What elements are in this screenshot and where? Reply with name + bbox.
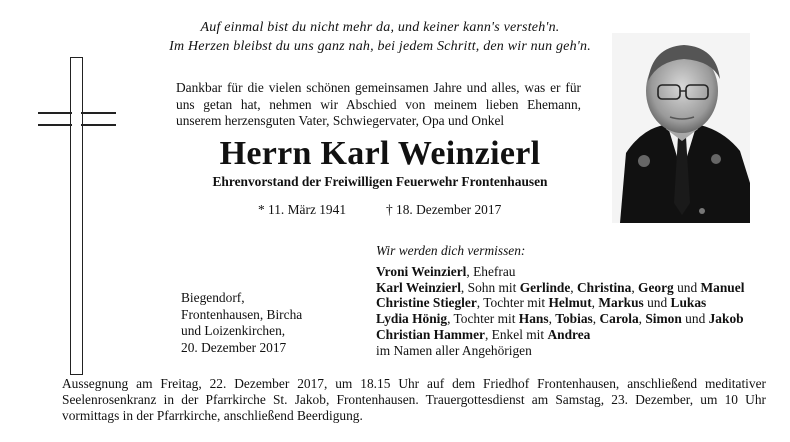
relative-name: Hans	[518, 311, 549, 327]
separator: ,	[631, 279, 639, 295]
relative-name: Georg	[638, 279, 674, 295]
relative-name: Jakob	[708, 311, 744, 327]
cross-icon	[70, 57, 83, 375]
poem-line-2: Im Herzen bleibst du uns ganz nah, bei jedem Schritt, den wir nun geh'n.	[169, 39, 591, 54]
relative-name: Christina	[577, 279, 632, 295]
relative-name: Helmut	[548, 295, 592, 311]
relative-name: Markus	[598, 295, 644, 311]
separator: und	[673, 279, 701, 295]
mourner-name: Vroni Weinzierl	[376, 264, 467, 279]
separator: ,	[591, 295, 599, 311]
miss-heading: Wir werden dich vermissen:	[376, 243, 526, 258]
place-line-4: 20. Dezember 2017	[181, 339, 287, 355]
place-line-2: Frontenhausen, Bircha	[181, 306, 303, 322]
birth-date: * 11. März 1941	[258, 202, 347, 217]
separator: und	[643, 295, 671, 311]
death-date: † 18. Dezember 2017	[386, 202, 502, 217]
mourner-row	[376, 327, 744, 343]
mourner-row	[376, 295, 744, 311]
mourner-relation: , Tochter mit	[447, 311, 519, 327]
mourner-row	[376, 280, 744, 296]
poem-line-1: Auf einmal bist du nicht mehr da, und keiner kann's versteh'n.	[200, 20, 560, 35]
place-line-3: und Loizenkirchen,	[181, 323, 286, 338]
relative-name: Lukas	[670, 295, 707, 311]
place-line-1: Biegendorf,	[181, 290, 245, 305]
mourner-relation: , Ehefrau	[466, 264, 516, 279]
place-date-block	[181, 290, 302, 356]
relative-name: Gerlinde	[519, 279, 571, 295]
separator: ,	[638, 311, 646, 327]
deceased-name: Herrn Karl Weinzierl	[219, 135, 541, 172]
mourner-row	[376, 343, 744, 359]
mourner-name: Lydia Hönig	[376, 311, 448, 327]
separator: und	[681, 311, 709, 327]
separator: ,	[592, 311, 600, 327]
mourner-row	[376, 311, 744, 327]
relative-name: Tobias	[555, 311, 593, 327]
separator: ,	[548, 311, 556, 327]
mourner-name: Christine Stiegler	[376, 295, 477, 311]
funeral-details: Aussegnung am Freitag, 22. Dezember 2017, um 18.15 Uhr auf dem Friedhof Frontenhausen, anschließend meditativer Seelenrosenkranz in der Pfarrkirche St. Jakob, Frontenhausen. Trauergottesdienst am Samstag, 23. Dezember, um 10 Uhr vormittags in der Pfarrkirche, anschließend Beerdigung.	[62, 376, 766, 424]
cross-center	[72, 111, 82, 127]
mourner-name: Christian Hammer	[376, 326, 485, 342]
mourner-relation: , Enkel mit	[484, 326, 548, 342]
relative-name: Manuel	[700, 279, 745, 295]
intro-text: Dankbar für die vielen schönen gemeinsamen Jahre und alles, was er für uns getan hat, nehmen wir Abschied von meinem lieben Ehemann, unserem herzensguten Vater, Schwiegervater, Opa und Onkel	[176, 80, 581, 128]
mourner-name: Karl Weinzierl	[376, 279, 461, 295]
relative-name: Andrea	[547, 326, 591, 342]
mourner-row	[376, 264, 744, 280]
portrait-photo	[612, 33, 750, 223]
relative-name: Simon	[645, 311, 682, 327]
mourners-list	[376, 264, 744, 358]
mourner-relation: , Tochter mit	[476, 295, 549, 311]
relative-name: Carola	[599, 311, 639, 327]
separator: ,	[570, 279, 577, 295]
mourner-relation: , Sohn mit	[460, 279, 520, 295]
mourner-relation: im Namen aller Angehörigen	[376, 342, 532, 358]
deceased-role: Ehrenvorstand der Freiwilligen Feuerwehr Frontenhausen	[212, 174, 548, 189]
